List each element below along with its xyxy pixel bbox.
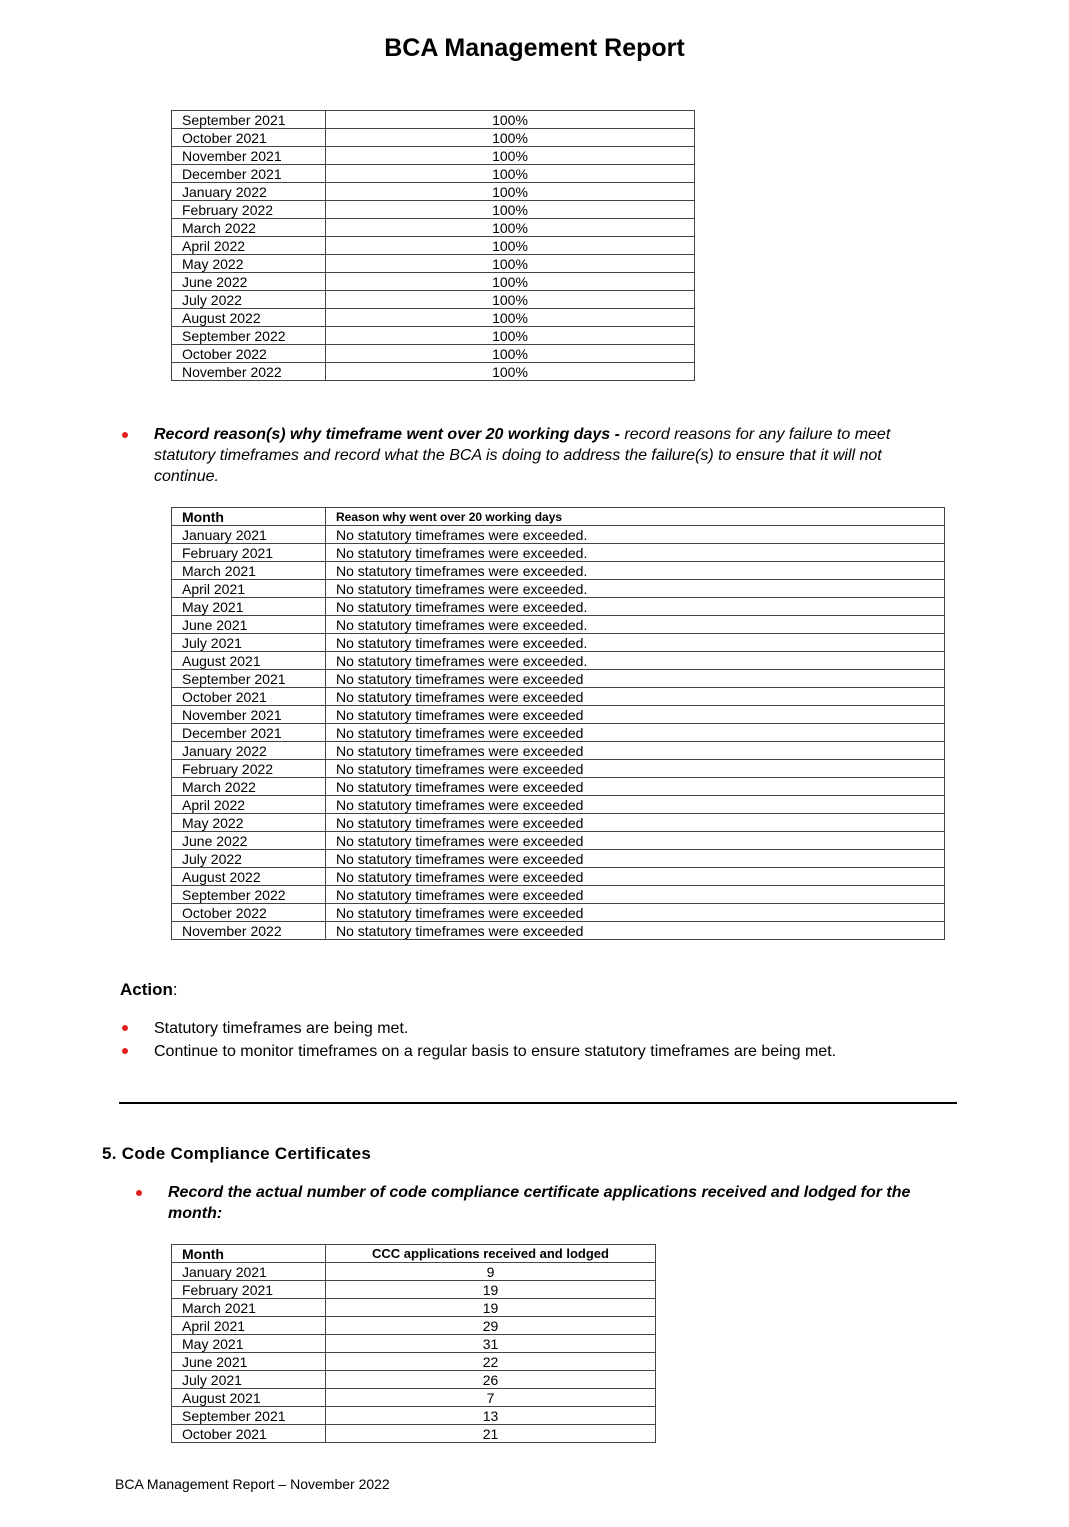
column-header-month: Month	[172, 1245, 326, 1263]
month-cell: April 2022	[172, 796, 326, 814]
table-row	[172, 904, 945, 922]
month-cell: November 2021	[172, 147, 326, 165]
table-row	[172, 652, 945, 670]
table-row	[172, 886, 945, 904]
table-row	[172, 526, 945, 544]
percentage-cell: 100%	[326, 363, 695, 381]
reason-cell: No statutory timeframes were exceeded.	[326, 544, 945, 562]
page-footer: BCA Management Report – November 2022	[115, 1476, 390, 1492]
month-cell: October 2021	[172, 688, 326, 706]
table-row	[172, 796, 945, 814]
table-row	[172, 634, 945, 652]
table-row	[172, 363, 695, 381]
action-heading-colon: :	[172, 980, 178, 999]
month-cell: November 2022	[172, 922, 326, 940]
month-cell: May 2021	[172, 598, 326, 616]
reason-instruction-text: record reasons for any failure to meet statutory timeframes and record what the BCA is doing to address the failure(s) to ensure that it will not continue.	[154, 426, 891, 485]
percentage-cell: 100%	[326, 147, 695, 165]
table-row	[172, 327, 695, 345]
table-row	[172, 255, 695, 273]
table-row	[172, 129, 695, 147]
reason-cell: No statutory timeframes were exceeded	[326, 778, 945, 796]
reason-cell: No statutory timeframes were exceeded.	[326, 616, 945, 634]
month-cell: July 2022	[172, 291, 326, 309]
month-cell: January 2022	[172, 183, 326, 201]
reason-cell: No statutory timeframes were exceeded	[326, 742, 945, 760]
month-cell: February 2022	[172, 201, 326, 219]
reason-cell: No statutory timeframes were exceeded	[326, 850, 945, 868]
ccc-count-cell: 29	[326, 1317, 656, 1335]
month-cell: March 2021	[172, 562, 326, 580]
reason-cell: No statutory timeframes were exceeded.	[326, 562, 945, 580]
ccc-count-cell: 22	[326, 1353, 656, 1371]
month-cell: September 2022	[172, 886, 326, 904]
month-cell: October 2021	[172, 129, 326, 147]
table-header-row	[172, 508, 945, 526]
ccc-count-cell: 13	[326, 1407, 656, 1425]
reason-cell: No statutory timeframes were exceeded	[326, 706, 945, 724]
action-item: Continue to monitor timeframes on a regular basis to ensure statutory timeframes are being met.	[154, 1043, 837, 1060]
reason-cell: No statutory timeframes were exceeded.	[326, 526, 945, 544]
table-row	[172, 922, 945, 940]
table-row	[172, 544, 945, 562]
reason-cell: No statutory timeframes were exceeded	[326, 832, 945, 850]
month-cell: July 2021	[172, 1371, 326, 1389]
table-row	[172, 1263, 656, 1281]
month-cell: April 2021	[172, 1317, 326, 1335]
reason-cell: No statutory timeframes were exceeded	[326, 868, 945, 886]
column-header-reason: Reason why went over 20 working days	[326, 508, 945, 526]
timeframe-percentage-table	[171, 110, 695, 381]
month-cell: March 2021	[172, 1299, 326, 1317]
month-cell: February 2021	[172, 544, 326, 562]
percentage-cell: 100%	[326, 255, 695, 273]
bullet-icon	[122, 432, 128, 438]
table-row	[172, 201, 695, 219]
reason-cell: No statutory timeframes were exceeded	[326, 670, 945, 688]
month-cell: June 2021	[172, 1353, 326, 1371]
table-row	[172, 724, 945, 742]
table-row	[172, 598, 945, 616]
table-row	[172, 219, 695, 237]
month-cell: August 2022	[172, 868, 326, 886]
month-cell: October 2022	[172, 345, 326, 363]
month-cell: June 2021	[172, 616, 326, 634]
month-cell: April 2021	[172, 580, 326, 598]
column-header-month: Month	[172, 508, 326, 526]
table-row	[172, 670, 945, 688]
table-row	[172, 1371, 656, 1389]
reason-cell: No statutory timeframes were exceeded	[326, 814, 945, 832]
month-cell: May 2022	[172, 814, 326, 832]
ccc-count-cell: 21	[326, 1425, 656, 1443]
percentage-cell: 100%	[326, 129, 695, 147]
month-cell: October 2021	[172, 1425, 326, 1443]
action-heading	[120, 980, 178, 1000]
month-cell: August 2021	[172, 652, 326, 670]
table-row	[172, 868, 945, 886]
action-heading-label: Action	[120, 980, 173, 999]
month-cell: July 2022	[172, 850, 326, 868]
section-heading: 5. Code Compliance Certificates	[102, 1144, 372, 1163]
month-cell: December 2021	[172, 724, 326, 742]
month-cell: June 2022	[172, 832, 326, 850]
table-row	[172, 309, 695, 327]
month-cell: February 2021	[172, 1281, 326, 1299]
table-row	[172, 760, 945, 778]
percentage-cell: 100%	[326, 165, 695, 183]
month-cell: April 2022	[172, 237, 326, 255]
month-cell: February 2022	[172, 760, 326, 778]
reason-cell: No statutory timeframes were exceeded.	[326, 598, 945, 616]
percentage-cell: 100%	[326, 237, 695, 255]
table-row	[172, 562, 945, 580]
percentage-cell: 100%	[326, 291, 695, 309]
table-row	[172, 147, 695, 165]
reason-instruction	[154, 424, 944, 487]
reason-cell: No statutory timeframes were exceeded	[326, 760, 945, 778]
month-cell: August 2022	[172, 309, 326, 327]
percentage-cell: 100%	[326, 201, 695, 219]
reason-cell: No statutory timeframes were exceeded	[326, 904, 945, 922]
table-row	[172, 183, 695, 201]
month-cell: January 2021	[172, 1263, 326, 1281]
table-row	[172, 706, 945, 724]
table-row	[172, 273, 695, 291]
month-cell: September 2021	[172, 670, 326, 688]
month-cell: November 2022	[172, 363, 326, 381]
ccc-table	[171, 1244, 656, 1443]
ccc-count-cell: 9	[326, 1263, 656, 1281]
reason-cell: No statutory timeframes were exceeded.	[326, 580, 945, 598]
ccc-count-cell: 19	[326, 1281, 656, 1299]
month-cell: December 2021	[172, 165, 326, 183]
bullet-icon	[122, 1025, 128, 1031]
table-header-row	[172, 1245, 656, 1263]
page-title: BCA Management Report	[384, 34, 685, 62]
percentage-cell: 100%	[326, 219, 695, 237]
reason-cell: No statutory timeframes were exceeded	[326, 886, 945, 904]
month-cell: July 2021	[172, 634, 326, 652]
ccc-count-cell: 7	[326, 1389, 656, 1407]
table-row	[172, 1425, 656, 1443]
table-row	[172, 616, 945, 634]
month-cell: November 2021	[172, 706, 326, 724]
reason-cell: No statutory timeframes were exceeded	[326, 796, 945, 814]
table-row	[172, 742, 945, 760]
reason-cell: No statutory timeframes were exceeded.	[326, 634, 945, 652]
reason-cell: No statutory timeframes were exceeded.	[326, 652, 945, 670]
table-row	[172, 345, 695, 363]
month-cell: January 2022	[172, 742, 326, 760]
table-row	[172, 688, 945, 706]
table-row	[172, 1335, 656, 1353]
table-row	[172, 1353, 656, 1371]
ccc-count-cell: 31	[326, 1335, 656, 1353]
section-divider	[119, 1102, 957, 1104]
month-cell: March 2022	[172, 778, 326, 796]
month-cell: September 2021	[172, 1407, 326, 1425]
table-row	[172, 111, 695, 129]
percentage-cell: 100%	[326, 273, 695, 291]
ccc-count-cell: 19	[326, 1299, 656, 1317]
reason-cell: No statutory timeframes were exceeded	[326, 724, 945, 742]
table-row	[172, 778, 945, 796]
table-row	[172, 165, 695, 183]
month-cell: October 2022	[172, 904, 326, 922]
bullet-icon	[122, 1048, 128, 1054]
month-cell: June 2022	[172, 273, 326, 291]
month-cell: January 2021	[172, 526, 326, 544]
percentage-cell: 100%	[326, 111, 695, 129]
month-cell: September 2021	[172, 111, 326, 129]
month-cell: August 2021	[172, 1389, 326, 1407]
month-cell: May 2021	[172, 1335, 326, 1353]
ccc-instruction: Record the actual number of code compliance certificate applications received and lodged for the month:	[168, 1184, 911, 1222]
ccc-count-cell: 26	[326, 1371, 656, 1389]
table-row	[172, 832, 945, 850]
percentage-cell: 100%	[326, 183, 695, 201]
table-row	[172, 1407, 656, 1425]
reason-table	[171, 507, 945, 940]
month-cell: May 2022	[172, 255, 326, 273]
month-cell: March 2022	[172, 219, 326, 237]
table-row	[172, 814, 945, 832]
bullet-icon	[136, 1190, 142, 1196]
table-row	[172, 850, 945, 868]
reason-instruction-lead: Record reason(s) why timeframe went over 20 working days -	[154, 426, 620, 443]
percentage-cell: 100%	[326, 345, 695, 363]
table-row	[172, 1317, 656, 1335]
table-row	[172, 291, 695, 309]
column-header-ccc-count: CCC applications received and lodged	[326, 1245, 656, 1263]
action-item: Statutory timeframes are being met.	[154, 1020, 409, 1037]
table-row	[172, 1281, 656, 1299]
table-row	[172, 1299, 656, 1317]
table-row	[172, 1389, 656, 1407]
table-row	[172, 237, 695, 255]
reason-cell: No statutory timeframes were exceeded	[326, 688, 945, 706]
month-cell: September 2022	[172, 327, 326, 345]
reason-cell: No statutory timeframes were exceeded	[326, 922, 945, 940]
percentage-cell: 100%	[326, 327, 695, 345]
table-row	[172, 580, 945, 598]
percentage-cell: 100%	[326, 309, 695, 327]
